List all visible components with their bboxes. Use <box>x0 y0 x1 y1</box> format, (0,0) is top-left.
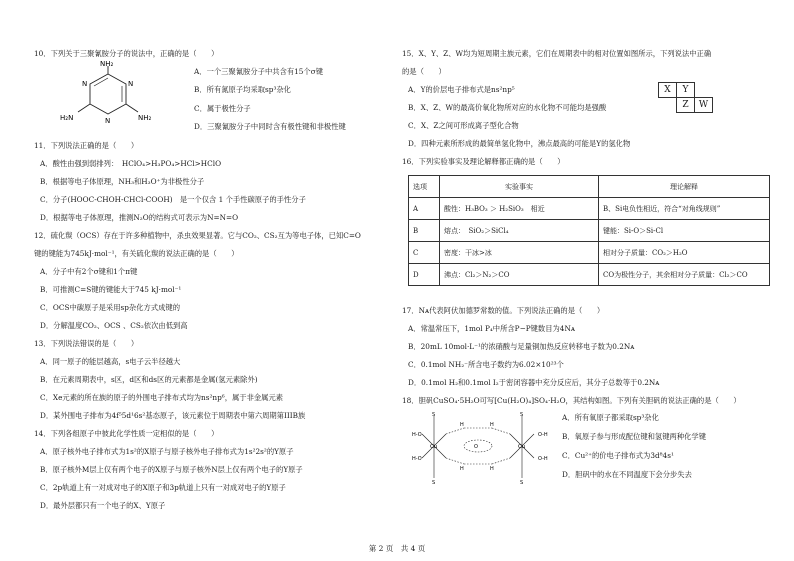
svg-text:H: H <box>490 422 494 428</box>
svg-text:O-H: O-H <box>538 432 548 438</box>
table-cell: D <box>409 264 440 286</box>
page-footer: 第 2 页 共 4 页 <box>368 544 426 553</box>
molecule-ring-n3: N <box>105 117 111 125</box>
q12-option-d[interactable]: D．分解温度CO₂、OCS 、CS₂依次由低到高 <box>40 321 188 330</box>
q15-option-b[interactable]: B．X、Z、W的最高价氧化物所对应的水化物不可能均是强酸 <box>408 103 607 112</box>
svg-text:H: H <box>460 466 464 472</box>
q15-stem-line1: 15．X、Y、Z、W均为短周期主族元素，它们在周期表中的相对位置如图所示，下列说法中正确 <box>402 49 712 58</box>
q17-option-a[interactable]: A．常温常压下，1mol P₄中所含P−P键数目为4Nᴀ <box>408 324 575 333</box>
q13-option-b[interactable]: B．在元素周期表中，s区，d区和ds区的元素都是金属(氢元素除外) <box>40 375 258 384</box>
table-header: 选项 <box>409 176 440 198</box>
q17-option-c[interactable]: C．0.1mol NH₂⁻所含电子数约为6.02×10²³个 <box>408 360 564 369</box>
q14-stem: 14．下列各组原子中彼此化学性质一定相似的是（ ） <box>34 429 219 438</box>
q17-option-b[interactable]: B．20mL 10mol·L⁻¹的浓硝酸与足量铜加热反应转移电子数为0.2Nᴀ <box>408 342 635 351</box>
q15-option-a[interactable]: A．Y的价层电子排布式是ns²np⁵ <box>408 85 515 94</box>
q17-option-d[interactable]: D．0.1mol H₂和0.1mol I₂于密闭容器中充分反应后，其分子总数等于0.2Nᴀ <box>408 378 660 387</box>
q14-option-c[interactable]: C．2p轨道上有一对成对电子的X原子和3p轨道上只有一对成对电子的Y原子 <box>40 483 286 492</box>
molecule-ring-n2: N <box>82 80 88 88</box>
q17-stem: 17．Nᴀ代表阿伏加德罗常数的值。下列说法正确的是（ ） <box>402 306 605 315</box>
q15-option-c[interactable]: C．X、Z之间可形成离子型化合物 <box>408 121 519 130</box>
molecule-label-top: NH₂ <box>100 60 114 68</box>
svg-text:H: H <box>460 422 464 428</box>
q11-option-c[interactable]: C．分子(HOOC-CHOH-CHCl-COOH) 是一个仅含 1 个手性碳原子的手性分子 <box>40 195 306 204</box>
table-cell: CO为极性分子，其余相对分子质量：Cl₂＞CO <box>599 264 770 286</box>
q13-stem: 13．下列说法错误的是（ ） <box>34 339 139 348</box>
svg-text:H-O: H-O <box>412 456 422 462</box>
svg-text:Cu: Cu <box>518 444 526 450</box>
grid-cell-empty <box>659 98 677 113</box>
grid-cell-x: X <box>659 83 677 98</box>
grid-cell-w: W <box>695 98 713 113</box>
q13-option-c[interactable]: C．Xe元素的所在族的原子的外围电子排布式均为ns²np⁶，属于非金属元素 <box>40 393 284 402</box>
q11-stem: 11．下列说法正确的是（ ） <box>34 141 139 150</box>
q14-option-b[interactable]: B．原子核外M层上仅有两个电子的X原子与原子核外N层上仅有两个电子的Y原子 <box>40 465 303 474</box>
q11-option-d[interactable]: D．根据等电子体原理，推测N₂O的结构式可表示为N=N=O <box>40 213 239 222</box>
table-cell: 键能：Si-O＞Si-Cl <box>599 220 770 242</box>
table-row <box>409 264 770 286</box>
grid-cell-z: Z <box>677 98 695 113</box>
q12-option-a[interactable]: A．分子中有2个σ键和1个π键 <box>40 267 138 276</box>
table-row <box>409 242 770 264</box>
q12-stem-line2: 键的键能为745kJ·mol⁻¹，有关硫化羰的说法正确的是（ ） <box>34 249 239 258</box>
svg-text:H: H <box>490 466 494 472</box>
table-header: 实验事实 <box>440 176 599 198</box>
svg-text:S: S <box>432 480 436 486</box>
svg-text:Cu: Cu <box>430 444 438 450</box>
table-cell: 酸性：H₃BO₃ ＞ H₂SiO₃ 相近 <box>440 198 599 220</box>
q13-option-d[interactable]: D．某外围电子排布为4f⁵5d¹6s²基态原子，该元素位于周期表中第六周期第IIIB族 <box>40 411 306 420</box>
molecule-label-right: NH₂ <box>138 114 152 122</box>
q13-option-a[interactable]: A．同一原子的能层越高，s电子云半径越大 <box>40 357 181 366</box>
molecule-label-left: H₂N <box>60 114 74 122</box>
q14-option-a[interactable]: A．原子核外电子排布式为1s²的X原子与原子核外电子排布式为1s²2s²的Y原子 <box>40 447 294 456</box>
q18-option-c[interactable]: C．Cu²⁺的价电子排布式为3d⁸4s¹ <box>562 451 674 460</box>
table-cell: 密度：干冰>冰 <box>440 242 599 264</box>
q14-option-d[interactable]: D．最外层都只有一个电子的X、Y原子 <box>40 501 166 510</box>
svg-text:S: S <box>432 412 436 418</box>
q10-stem: 10．下列关于三聚氰胺分子的说法中，正确的是（ ） <box>34 49 219 58</box>
q18-option-a[interactable]: A．所有氧原子都采取sp³杂化 <box>562 413 659 422</box>
q10-option-c[interactable]: C．属于极性分子 <box>194 104 251 113</box>
svg-text:O: O <box>474 444 478 450</box>
table-header-row <box>409 176 770 198</box>
periodic-position-grid <box>658 82 713 113</box>
table-cell: C <box>409 242 440 264</box>
svg-text:S: S <box>520 480 524 486</box>
copper-sulfate-structure <box>404 406 552 488</box>
q12-option-b[interactable]: B．可推测C=S键的键能大于745 kJ·mol⁻¹ <box>40 285 182 294</box>
table-cell: 沸点：Cl₂＞N₂＞CO <box>440 264 599 286</box>
table-cell: B <box>409 220 440 242</box>
table-header: 理论解释 <box>599 176 770 198</box>
q18-stem: 18．胆矾CuSO₄·5H₂O可写[Cu(H₂O)₄]SO₄·H₂O，其结构如图。下列有关胆矾的说法正确的是（ ） <box>402 396 741 405</box>
q10-option-d[interactable]: D．三聚氰胺分子中同时含有极性键和非极性键 <box>194 122 346 131</box>
q12-option-c[interactable]: C．OCS中碳原子是采用sp杂化方式成键的 <box>40 303 181 312</box>
q18-option-d[interactable]: D．胆矾中的水在不同温度下会分步失去 <box>562 470 692 479</box>
table-cell: A <box>409 198 440 220</box>
table-row <box>409 198 770 220</box>
q11-option-a[interactable]: A．酸性由强到弱排列： HClO₄>H₃PO₄>HCl>HClO <box>40 159 222 168</box>
q10-option-b[interactable]: B．所有氮原子均采取sp³杂化 <box>194 85 291 94</box>
molecule-ring-n1: N <box>128 80 134 88</box>
grid-cell-empty <box>695 83 713 98</box>
q16-stem: 16．下列实验事实及理论解释都正确的是（ ） <box>402 157 565 166</box>
q15-stem-line2: 的是（ ） <box>402 67 446 76</box>
table-row <box>409 220 770 242</box>
table-cell: B、Si电负性相近，符合“对角线规则” <box>599 198 770 220</box>
q16-table <box>408 175 770 286</box>
q11-option-b[interactable]: B．根据等电子体原理，NH₃和H₃O⁺为非极性分子 <box>40 177 205 186</box>
table-cell: 相对分子质量：CO₂＞H₂O <box>599 242 770 264</box>
q15-option-d[interactable]: D．四种元素所形成的最简单氢化物中，沸点最高的可能是Y的氢化物 <box>408 139 631 148</box>
table-cell: 熔点： SiO₂＞SiCl₄ <box>440 220 599 242</box>
svg-text:H-O: H-O <box>412 432 422 438</box>
svg-text:O-H: O-H <box>538 456 548 462</box>
q18-option-b[interactable]: B．氧原子参与形成配位键和氢键两种化学键 <box>562 432 707 441</box>
q12-stem-line1: 12．硫化羰（OCS）存在于许多种植物中，杀虫效果显著。它与CO₂、CS₂互为等电子体，已知C=O <box>34 231 361 240</box>
svg-text:S: S <box>520 412 524 418</box>
grid-cell-y: Y <box>677 83 695 98</box>
melamine-structure <box>50 60 168 132</box>
q10-option-a[interactable]: A．一个三聚氰胺分子中共含有15个σ键 <box>194 67 323 76</box>
